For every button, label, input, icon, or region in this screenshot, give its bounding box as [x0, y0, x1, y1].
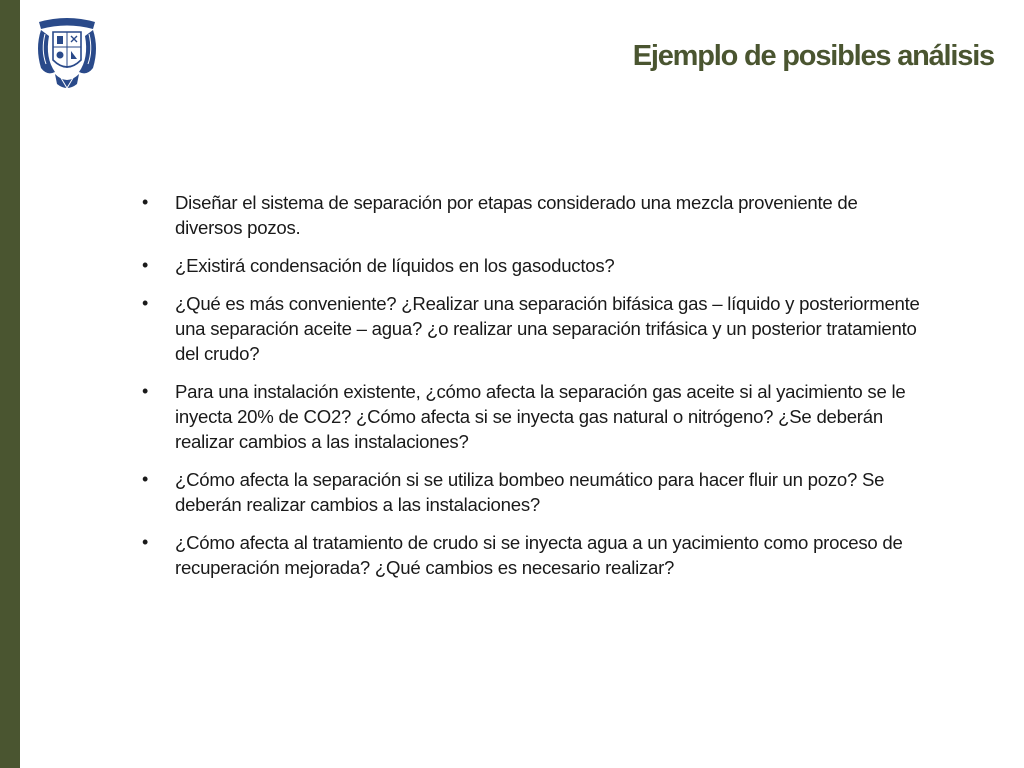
- bullet-marker: •: [142, 255, 149, 275]
- bullet-list: [140, 190, 920, 593]
- bullet-text: Para una instalación existente, ¿cómo afecta la separación gas aceite si al yacimiento se le inyecta 20% de CO2? ¿Cómo afecta si se inyecta gas natural o nitrógeno? ¿Se deberán realizar cambios a las instalaciones?: [175, 381, 906, 452]
- bullet-item: [140, 530, 920, 580]
- bullet-item: [140, 190, 920, 240]
- bullet-marker: •: [142, 293, 149, 313]
- bullet-text: ¿Cómo afecta la separación si se utiliza bombeo neumático para hacer fluir un pozo? Se deberán realizar cambios a las instalaciones?: [175, 469, 885, 515]
- bullet-item: [140, 379, 920, 454]
- bullet-text: ¿Cómo afecta al tratamiento de crudo si se inyecta agua a un yacimiento como proceso de recuperación mejorada? ¿Qué cambios es necesario realizar?: [175, 532, 903, 578]
- unam-engineering-logo: [33, 14, 101, 94]
- left-accent-bar: [0, 0, 20, 768]
- bullet-text: ¿Existirá condensación de líquidos en los gasoductos?: [175, 255, 615, 276]
- bullet-marker: •: [142, 469, 149, 489]
- bullet-text: ¿Qué es más conveniente? ¿Realizar una separación bifásica gas – líquido y posteriormente una separación aceite – agua? ¿o realizar una separación trifásica y un posterior tratamiento del crudo?: [175, 293, 920, 364]
- bullet-item: [140, 253, 920, 278]
- bullet-marker: •: [142, 381, 149, 401]
- bullet-text: Diseñar el sistema de separación por etapas considerado una mezcla proveniente de diversos pozos.: [175, 192, 858, 238]
- bullet-item: [140, 467, 920, 517]
- bullet-marker: •: [142, 192, 149, 212]
- bullet-marker: •: [142, 532, 149, 552]
- slide-title: Ejemplo de posibles análisis: [632, 40, 994, 72]
- bullet-item: [140, 291, 920, 366]
